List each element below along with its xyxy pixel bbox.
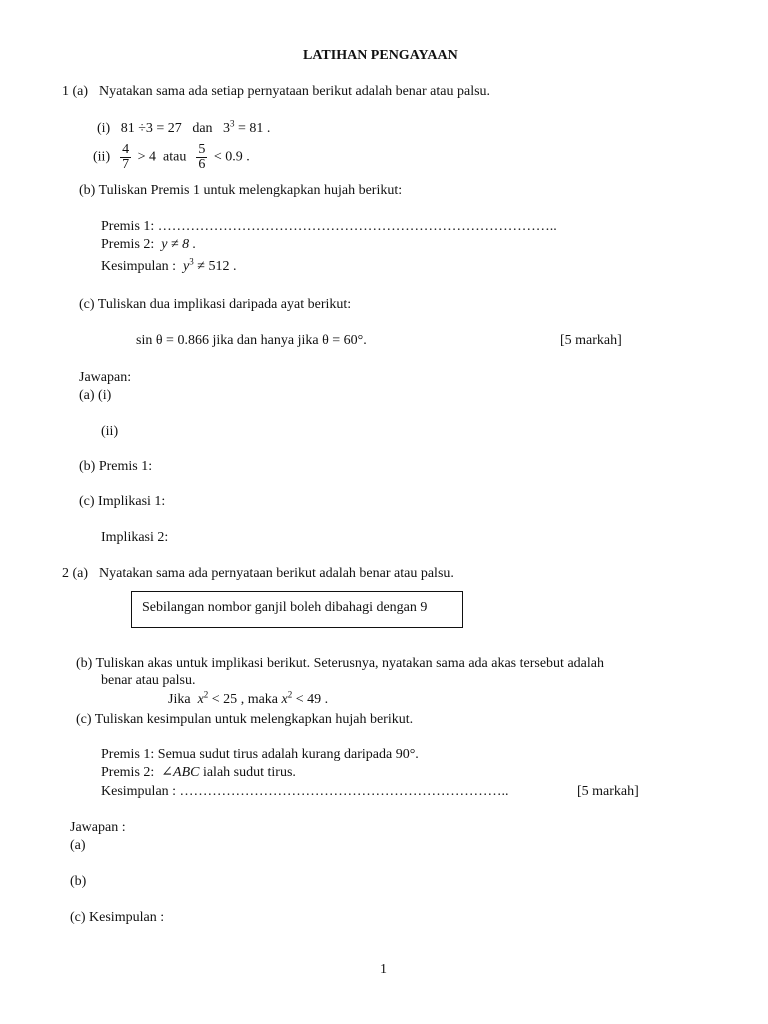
q1-ii-atau: atau xyxy=(163,149,187,165)
q2-premis2-math: ∠ABC xyxy=(161,765,200,780)
q2-ans-b: (b) xyxy=(70,874,87,889)
q1-premis2-math: y ≠ 8 . xyxy=(161,237,197,252)
q2-premis1: Premis 1: Semua sudut tirus adalah kurang daripada 90°. xyxy=(101,747,419,762)
q2-kesimpulan: Kesimpulan : …………………………………………………………….. xyxy=(101,784,509,799)
q1-ans-b: (b) Premis 1: xyxy=(79,459,153,474)
q2-c-text: (c) Tuliskan kesimpulan untuk melengkapkan hujah berikut. xyxy=(76,712,414,727)
q2-premis2-rest: ialah sudut tirus. xyxy=(199,765,296,780)
q2-a-text: Nyatakan sama ada pernyataan berikut adalah benar atau palsu. xyxy=(99,566,454,581)
q1-ii-fraction2 xyxy=(196,143,207,172)
page-title: LATIHAN PENGAYAAN xyxy=(303,48,458,63)
q1-kesimpulan xyxy=(101,256,237,275)
q2-b-x2: x xyxy=(281,692,288,707)
page-number: 1 xyxy=(380,962,387,977)
q1-i-expr1: 81 ÷3 = 27 xyxy=(120,121,182,136)
q1-premis2 xyxy=(101,237,196,253)
q1-ans-a-ii: (ii) xyxy=(101,424,119,439)
q2-box-text: Sebilangan nombor ganjil boleh dibahagi dengan 9 xyxy=(142,600,428,615)
q1-ii-label: (ii) xyxy=(93,149,111,165)
q1-i-exp: 3 xyxy=(230,118,235,129)
q2-marks: [5 markah] xyxy=(577,784,639,799)
q1-kes-rest: ≠ 512 . xyxy=(193,259,237,274)
q1-i-statement xyxy=(97,118,271,137)
q2-jawapan: Jawapan : xyxy=(70,820,126,835)
q2-ans-c: (c) Kesimpulan : xyxy=(70,910,165,925)
q2-b-exp1: 2 xyxy=(203,689,209,700)
q1-ii-f1-den: 7 xyxy=(122,157,130,172)
q1-premis1: Premis 1: ………………………………………………………………………….. xyxy=(101,219,557,234)
q1-ans-c2: Implikasi 2: xyxy=(101,530,169,545)
q2-b-line1: (b) Tuliskan akas untuk implikasi berikut. Seterusnya, nyatakan sama ada akas tersebut adalah xyxy=(76,656,604,671)
q1-i-rest: = 81 . xyxy=(234,121,271,136)
q1-i-dan: dan xyxy=(192,121,213,136)
q2-b-maka: , maka xyxy=(237,692,282,707)
q1-i-base: 3 xyxy=(223,121,231,136)
q1-c-expr: sin θ = 0.866 jika dan hanya jika θ = 60°. xyxy=(136,333,367,348)
q1-ii-f1-num: 4 xyxy=(122,142,130,157)
q2-ans-a: (a) xyxy=(70,838,86,853)
q2-b-x1: x xyxy=(197,692,204,707)
q2-b-rest2: < 49 . xyxy=(292,692,329,707)
q2-a-label: 2 (a) xyxy=(62,566,89,581)
q1-ii-statement xyxy=(93,143,250,172)
q2-b-rest1: < 25 xyxy=(208,692,238,707)
q1-c-text: (c) Tuliskan dua implikasi daripada ayat berikut: xyxy=(79,297,352,312)
q1-ii-gt: > 4 xyxy=(137,149,157,165)
q1-ii-lt: < 0.9 . xyxy=(213,149,250,165)
q1-ii-f2-num: 5 xyxy=(198,142,206,157)
q2-b-exp2: 2 xyxy=(287,689,293,700)
q1-b-text: (b) Tuliskan Premis 1 untuk melengkapkan hujah berikut: xyxy=(79,183,403,198)
q1-kes-base: y xyxy=(183,259,190,274)
q1-a-label: 1 (a) xyxy=(62,84,89,99)
q2-premis2-label: Premis 2: xyxy=(101,765,155,780)
q2-b-jika: Jika xyxy=(168,692,191,707)
q1-i-label: (i) xyxy=(97,121,111,136)
q2-b-implication xyxy=(168,689,329,708)
q1-ans-a-i: (a) (i) xyxy=(79,388,112,403)
q2-b-line2: benar atau palsu. xyxy=(101,673,196,688)
q1-ii-f2-den: 6 xyxy=(198,157,206,172)
q1-ii-fraction1 xyxy=(120,143,131,172)
q1-kes-label: Kesimpulan : xyxy=(101,259,177,274)
q1-jawapan: Jawapan: xyxy=(79,370,132,385)
q2-statement-box xyxy=(131,591,463,628)
q1-a-text: Nyatakan sama ada setiap pernyataan berikut adalah benar atau palsu. xyxy=(99,84,491,99)
q1-marks: [5 markah] xyxy=(560,333,622,348)
q1-ans-c1: (c) Implikasi 1: xyxy=(79,494,166,509)
q1-premis2-label: Premis 2: xyxy=(101,237,155,252)
q2-premis2 xyxy=(101,765,296,781)
q1-kes-exp: 3 xyxy=(189,256,194,267)
